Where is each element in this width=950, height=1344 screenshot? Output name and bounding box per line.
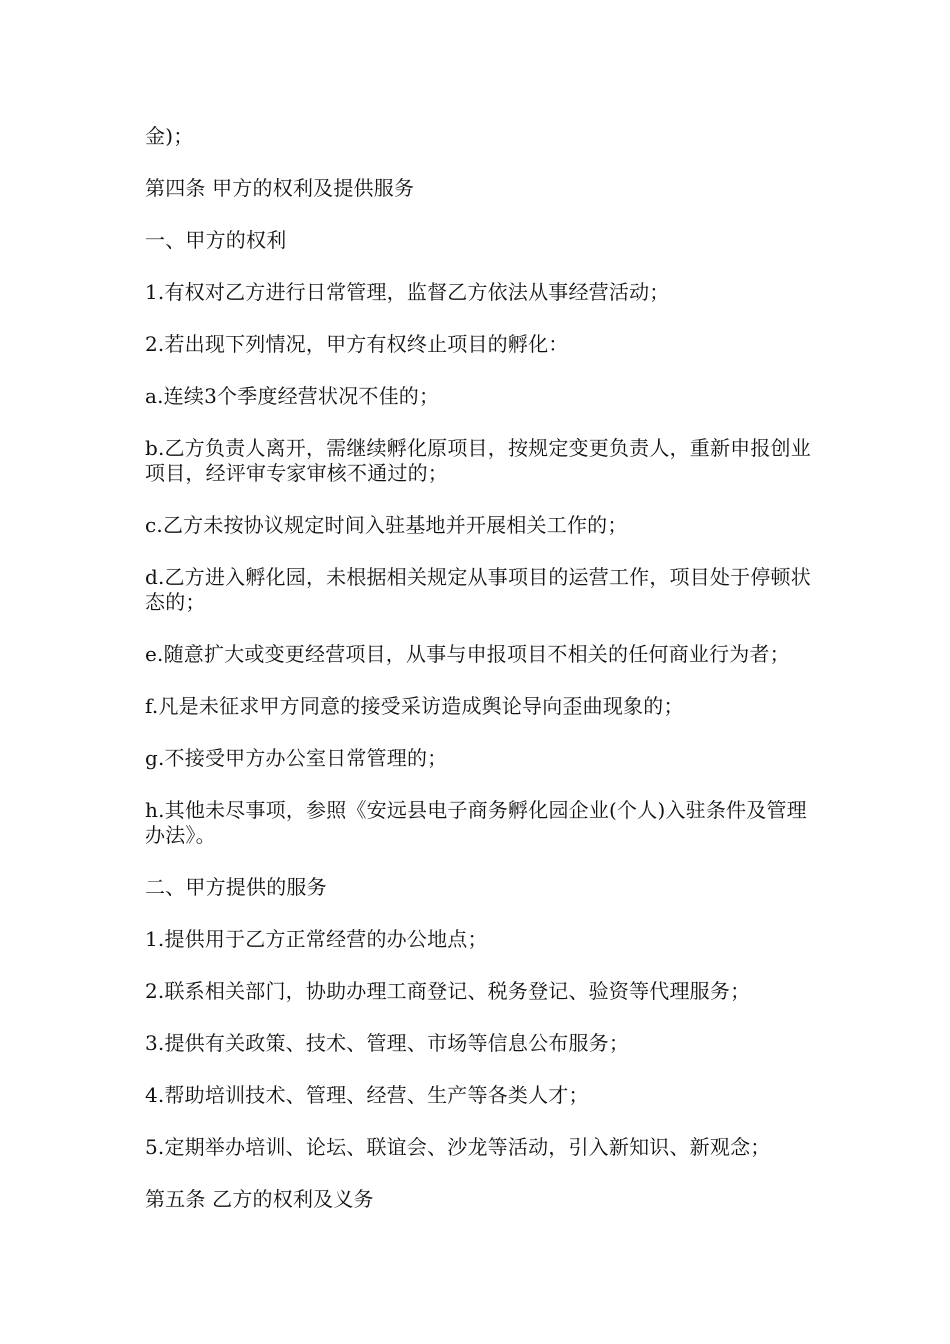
services-item-5: 5.定期举办培训、论坛、联谊会、沙龙等活动，引入新知识、新观念； [145, 1135, 771, 1159]
services-item-3: 3.提供有关政策、技术、管理、市场等信息公布服务； [145, 1031, 630, 1055]
section-party-a-services-heading: 二、甲方提供的服务 [145, 875, 327, 899]
termination-item-c: c.乙方未按协议规定时间入驻基地并开展相关工作的； [145, 513, 628, 537]
section-party-a-rights-heading: 一、甲方的权利 [145, 228, 287, 252]
termination-item-f: f.凡是未征求甲方同意的接受采访造成舆论导向歪曲现象的； [145, 694, 684, 718]
services-item-4: 4.帮助培训技术、管理、经营、生产等各类人才； [145, 1083, 589, 1107]
paragraph-continuation: 金)； [145, 124, 194, 148]
article-5-heading: 第五条 乙方的权利及义务 [145, 1187, 374, 1211]
services-item-2: 2.联系相关部门，协助办理工商登记、税务登记、验资等代理服务； [145, 979, 751, 1003]
rights-item-1: 1.有权对乙方进行日常管理，监督乙方依法从事经营活动； [145, 280, 670, 304]
rights-item-2: 2.若出现下列情况，甲方有权终止项目的孵化： [145, 332, 569, 356]
document-body [145, 124, 813, 1239]
termination-item-b: b.乙方负责人离开，需继续孵化原项目，按规定变更负责人，重新申报创业项目，经评审专家审核不通过的； [145, 436, 811, 485]
termination-item-d: d.乙方进入孵化园，未根据相关规定从事项目的运营工作，项目处于停顿状态的； [145, 565, 811, 614]
termination-item-e: e.随意扩大或变更经营项目，从事与申报项目不相关的任何商业行为者； [145, 642, 790, 666]
termination-item-g: g.不接受甲方办公室日常管理的； [145, 746, 448, 770]
article-4-heading: 第四条 甲方的权利及提供服务 [145, 176, 415, 200]
termination-item-h: h.其他未尽事项，参照《安远县电子商务孵化园企业(个人)入驻条件及管理办法》。 [145, 798, 807, 847]
services-item-1: 1.提供用于乙方正常经营的办公地点； [145, 927, 488, 951]
termination-item-a: a.连续3个季度经营状况不佳的； [145, 384, 440, 408]
